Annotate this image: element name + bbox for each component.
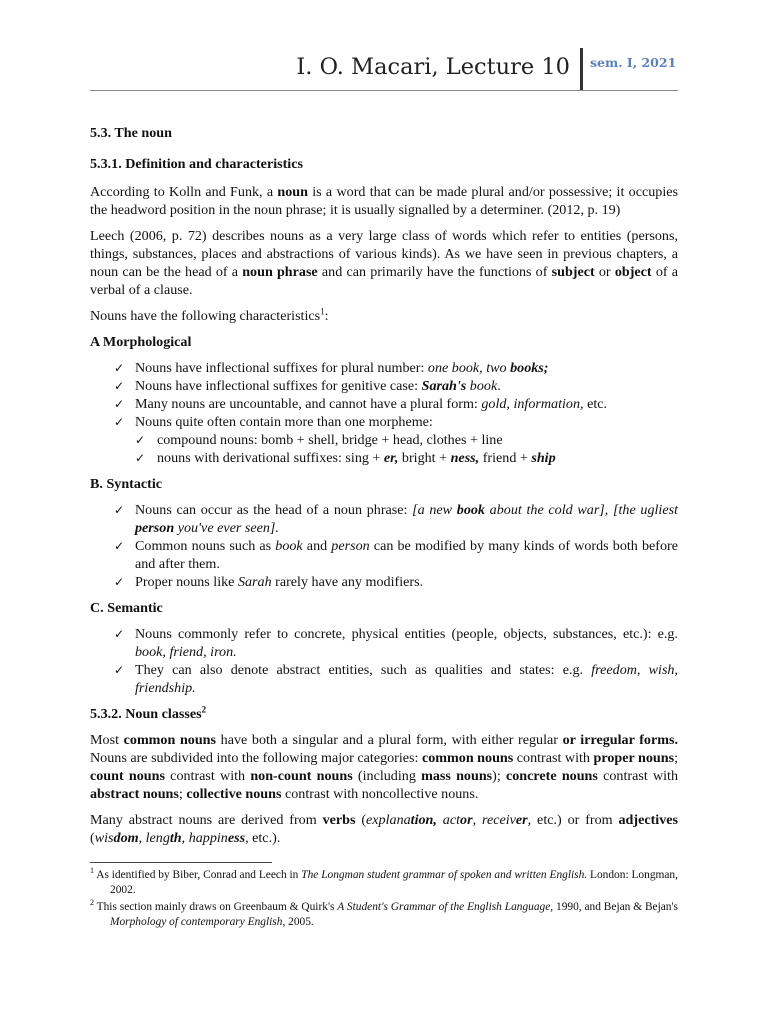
list-item: ✓ Nouns commonly refer to concrete, physical entities (people, objects, substances, etc.): e.g. book, friend, iron. <box>114 625 678 661</box>
footnote-2: $^2$ This section mainly draws on Greenbaum & Quirk's A Student's Grammar of the English Language, 1990, and Bejan & Bejan's Morphology of contemporary English, 2005. <box>90 898 678 928</box>
subsection-title-definition: 5.3.1. Definition and characteristics <box>90 156 303 172</box>
list-item: ✓ Many nouns are uncountable, and cannot have a plural form: gold, information, etc. <box>114 395 678 413</box>
footnote-separator <box>90 862 272 863</box>
header-title: I. O. Macari, Lecture 10 <box>296 54 570 80</box>
paragraph-noun-classes: Most common nouns have both a singular and a plural form, with either regular or irregular forms. Nouns are subdivided into the following major categories: common nouns contrast with proper nouns; count nouns contrast with non-count nouns (including mass nouns); concrete nouns contrast with abstract nouns; collective nouns contrast with noncollective nouns. <box>90 732 679 802</box>
list-item: ✓ Proper nouns like Sarah rarely have any modifiers. <box>114 573 678 591</box>
list-item: ✓ nouns with derivational suffixes: sing + er, bright + ness, friend + ship <box>135 449 678 467</box>
heading-semantic: C. Semantic <box>90 600 163 616</box>
morpheme-sublist <box>135 431 678 467</box>
subsection-title-noun-classes: 5.3.2. Noun classes$^2$ <box>90 704 207 722</box>
footnote-1: $^1$ As identified by Biber, Conrad and Leech in The Longman student grammar of spoken and written English. London: Longman, 2002. <box>90 866 678 896</box>
semantic-list <box>90 625 678 697</box>
page-content <box>90 124 678 847</box>
header-divider <box>580 48 583 90</box>
header-semester: sem. I, 2021 <box>590 55 677 70</box>
paragraph-characteristics: Nouns have the following characteristics$^1$: <box>90 306 329 324</box>
paragraph-abstract-nouns: Many abstract nouns are derived from verbs (explanation, actor, receiver, etc.) or from adjectives (wisdom, length, happiness, etc.). <box>90 812 678 846</box>
list-item: ✓ Nouns have inflectional suffixes for plural number: one book, two books; <box>114 359 678 377</box>
footnotes <box>90 868 678 932</box>
list-item: ✓ compound nouns: bomb + shell, bridge + head, clothes + line <box>135 431 678 449</box>
list-item: ✓ Nouns quite often contain more than one morpheme: ✓ compound nouns: bomb + shell, bridge + head, clothes + line ✓ nouns with derivational suffixes: sing + er, bright + ness, friend + ship <box>114 413 678 467</box>
heading-syntactic: B. Syntactic <box>90 476 163 492</box>
list-item: ✓ They can also denote abstract entities, such as qualities and states: e.g. freedom, wish, friendship. <box>114 661 678 697</box>
footnote-ref-2: 2 <box>201 704 207 715</box>
paragraph-definition: According to Kolln and Funk, a noun is a word that can be made plural and/or possessive; it occupies the headword position in the noun phrase; it is usually signalled by a determiner. (2012, p. 19) <box>90 184 678 218</box>
morphological-list <box>90 359 678 467</box>
list-item: ✓ Nouns can occur as the head of a noun phrase: [a new book about the cold war], [the ugliest person you've ever seen]. <box>114 501 678 537</box>
heading-morphological: A Morphological <box>90 334 192 350</box>
footnote-ref-1: 1 <box>320 306 325 317</box>
list-item: ✓ Common nouns such as book and person can be modified by many kinds of words both before and after them. <box>114 537 678 573</box>
section-title: 5.3. The noun <box>90 125 172 141</box>
page-header <box>90 48 678 91</box>
list-item: ✓ Nouns have inflectional suffixes for genitive case: Sarah's book. <box>114 377 678 395</box>
syntactic-list <box>90 501 678 591</box>
paragraph-leech: Leech (2006, p. 72) describes nouns as a very large class of words which refer to entities (persons, things, substances, places and abstractions of various kinds). As we have seen in previous chapters, a noun can be the head of a noun phrase and can primarily have the functions of subject or object of a verbal of a clause. <box>90 228 679 298</box>
